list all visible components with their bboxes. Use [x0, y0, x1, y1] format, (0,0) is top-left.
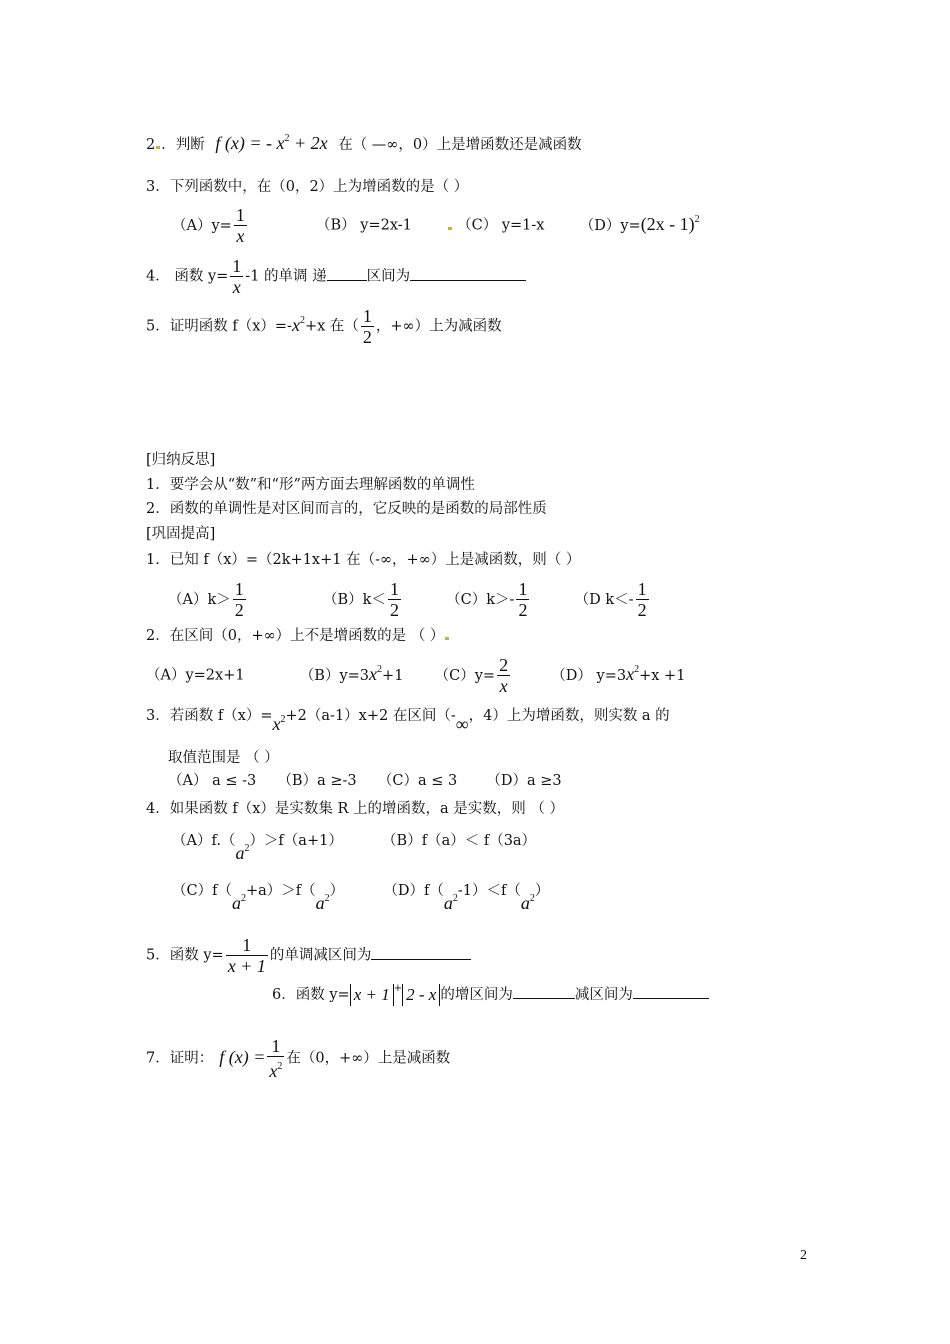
answer-blank[interactable] [410, 266, 526, 281]
abs-value-1: x + 1 [350, 984, 394, 1006]
c-q4-opt-d: $(D)f(a^2-1)<f(a^2)$ [383, 883, 550, 913]
c-q4-opt-a: $(A)f.(a^2)>f(a+1)$ [172, 833, 343, 863]
q4-top: 4． 函数 y= $\frac{1}{x}$ -1 的单调 递 区间为 [146, 256, 526, 297]
answer-blank[interactable] [513, 984, 575, 999]
c-q7: 7．证明： f (x) = $\frac{1}{x^2}$ 在（0，+∞）上是减函数 [146, 1036, 451, 1081]
c-q3-opt-a: （A） a ≤ -3 [168, 773, 257, 789]
c-q3-options [168, 772, 562, 790]
reflect-item-1: 1．要学会从“数”和“形”两方面去理解函数的单调性 [146, 477, 475, 493]
reflect-item-2: 2．函数的单调性是对区间而言的，它反映的是函数的局部性质 [146, 501, 547, 517]
q3-opt-a: （A）y= $\frac{1}{x}$ [172, 205, 245, 246]
q3-options [172, 205, 700, 246]
q3-top: 3．下列函数中，在（0，2）上为增函数的是（ ） [146, 179, 469, 195]
q2-function: f (x) = - $x^2 + 2x$ [215, 133, 328, 153]
section-heading-consolidate: [巩固提高] [146, 526, 216, 542]
c-q1-opt-d: （D k＜- $\frac{1}{2}$ [574, 579, 647, 620]
c-q3-opt-c: （C）a ≤ 3 [377, 773, 458, 789]
c-q2-opt-d: （D） $y=3x^2+x +1$ [551, 663, 686, 684]
c-q1-opt-c: （C）k＞- $\frac{1}{2}$ [446, 579, 528, 620]
c-q2-opt-b: $(B)y=3x^2+1$ [299, 663, 404, 684]
c-q4-options-cd [172, 876, 550, 913]
q5-top: 5．证明函数 $f(x)=-x^2+x$ 在（ $\frac{1}{2}$ ，+∞）上为减函数 [146, 306, 502, 347]
c-q3-line2: 取值范围是 （ ） [168, 750, 279, 766]
c-q5: 5．函数 y= $\frac{1}{x + 1}$ 的单调减区间为 [146, 935, 471, 976]
answer-blank[interactable] [371, 945, 471, 960]
q3-opt-b: （B） y=2x-1 [316, 217, 412, 234]
c-q4-opt-c: $(C)f(a^2+a)>f(a^2)$ [172, 883, 345, 913]
ink-dot [445, 637, 449, 640]
c-q3-opt-b: （B）a ≥-3 [277, 773, 357, 789]
c-q2-options [146, 655, 685, 696]
q2-top: 2 ．判断 f (x) = - $x^2 + 2x$ 在（ —∞，0）上是增函数还是减函数 [146, 133, 582, 153]
page-number: 2 [800, 1248, 807, 1263]
ink-dot [448, 227, 452, 230]
c-q4-opt-b: （B）f（a）＜ f（3a） [382, 833, 537, 849]
c-q1: 1．已知 f（x）=（2k+1x+1 在（-∞，+∞）上是减函数，则（ ） [146, 552, 581, 568]
c-q2-opt-c: （C）y= $\frac{2}{x}$ [434, 655, 509, 696]
c-q4: 4．如果函数 f（x）是实数集 R 上的增函数，a 是实数，则 （ ） [146, 801, 564, 817]
q3-opt-d: （D）y=(2x - 1)$^2$ [579, 213, 700, 234]
c-q1-opt-a: （A）k＞ $\frac{1}{2}$ [168, 579, 244, 620]
q3-opt-c: （C） y=1-x [457, 217, 545, 234]
answer-blank[interactable] [633, 984, 709, 999]
c-q1-opt-b: （B）k＜ $\frac{1}{2}$ [322, 579, 399, 620]
c-q2-opt-a: （A）y=2x+1 [146, 667, 245, 684]
c-q4-options-ab [172, 826, 537, 863]
ink-dot [156, 146, 160, 149]
c-q3: 3．若函数 $f(x)=x^2+2(a-1)x+2$ 在区间（-∞，4）上为增函数，则实数 a 的 [146, 708, 670, 734]
abs-value-2: 2 - x [402, 984, 440, 1006]
c-q6: 6．函数 y= x + 1 + 2 - x 的增区间为 减区间为 [272, 980, 709, 1006]
c-q2: 2．在区间（0，+∞）上不是增函数的是 （ ） [146, 627, 450, 645]
c-q1-options [168, 579, 651, 620]
answer-blank[interactable] [327, 266, 367, 281]
section-heading-reflect: [归纳反思] [146, 452, 216, 468]
c-q3-opt-d: （D）a ≥3 [486, 773, 562, 789]
